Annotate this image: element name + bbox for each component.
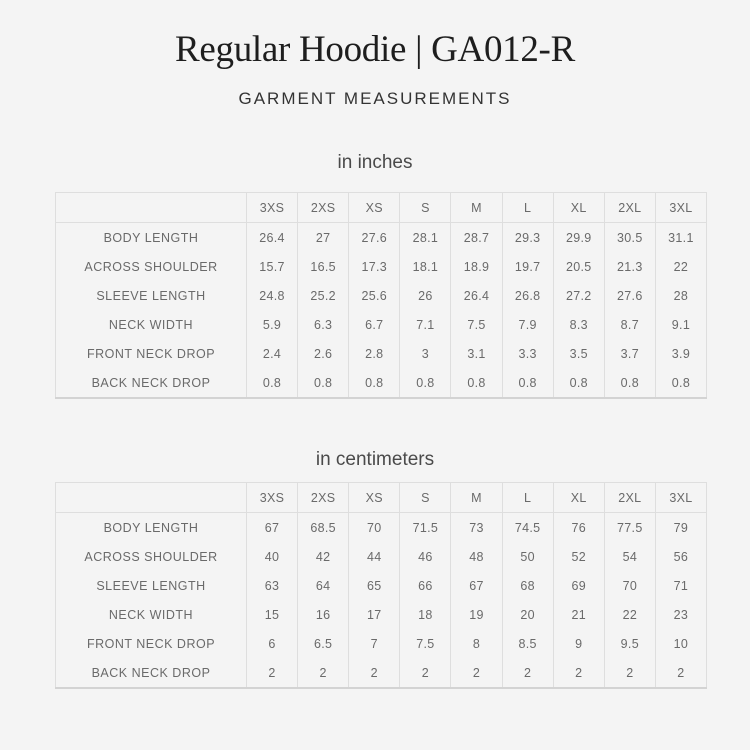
size-header-cell: S [400,483,451,513]
measurement-value: 28.7 [451,223,502,253]
measurement-value: 15 [247,600,298,629]
measurement-value: 2.6 [298,339,349,368]
measurement-value: 63 [247,571,298,600]
measurement-value: 2 [553,658,604,688]
measurement-value: 16 [298,600,349,629]
measurement-value: 66 [400,571,451,600]
size-header-cell: L [502,193,553,223]
size-header-cell: M [451,483,502,513]
measurement-value: 50 [502,542,553,571]
size-header-cell: 3XL [655,193,706,223]
measurement-value: 71 [655,571,706,600]
measurement-value: 0.8 [298,368,349,398]
measurement-value: 0.8 [400,368,451,398]
measurement-value: 0.8 [553,368,604,398]
size-header-cell: XL [553,193,604,223]
measurement-value: 3 [400,339,451,368]
header-corner-cell [56,483,247,513]
measurement-label: BODY LENGTH [56,223,247,253]
measurement-value: 73 [451,513,502,543]
measurement-value: 27.2 [553,281,604,310]
table-row [56,223,707,253]
measurement-value: 28 [655,281,706,310]
measurement-value: 25.6 [349,281,400,310]
table-row [56,571,707,600]
inches-measurement-table [55,192,707,399]
size-header-cell: M [451,193,502,223]
measurement-value: 22 [655,252,706,281]
measurement-value: 21 [553,600,604,629]
measurement-label: ACROSS SHOULDER [56,542,247,571]
measurement-value: 70 [349,513,400,543]
measurement-value: 3.3 [502,339,553,368]
measurement-value: 7 [349,629,400,658]
measurement-value: 44 [349,542,400,571]
measurement-value: 0.8 [349,368,400,398]
measurement-value: 26.4 [247,223,298,253]
measurement-value: 2 [349,658,400,688]
measurement-value: 2 [655,658,706,688]
table-row [56,368,707,398]
measurement-value: 0.8 [451,368,502,398]
measurement-value: 7.9 [502,310,553,339]
measurement-value: 0.8 [247,368,298,398]
measurement-value: 2 [298,658,349,688]
table-row [56,252,707,281]
table-row [56,513,707,543]
size-header-cell: 3XL [655,483,706,513]
measurement-label: BACK NECK DROP [56,368,247,398]
measurement-label: FRONT NECK DROP [56,629,247,658]
measurement-value: 18.9 [451,252,502,281]
measurement-value: 26 [400,281,451,310]
measurement-value: 8.7 [604,310,655,339]
measurement-value: 22 [604,600,655,629]
measurement-value: 18.1 [400,252,451,281]
measurement-value: 15.7 [247,252,298,281]
measurement-value: 5.9 [247,310,298,339]
measurement-label: ACROSS SHOULDER [56,252,247,281]
measurement-value: 68 [502,571,553,600]
size-header-cell: 2XL [604,483,655,513]
measurement-label: BODY LENGTH [56,513,247,543]
centimeters-section-label: in centimeters [315,449,435,470]
size-header-cell: S [400,193,451,223]
measurement-label: FRONT NECK DROP [56,339,247,368]
measurement-value: 20 [502,600,553,629]
measurement-value: 19 [451,600,502,629]
measurement-value: 29.9 [553,223,604,253]
measurement-value: 7.5 [400,629,451,658]
size-header-cell: XL [553,483,604,513]
table-row [56,310,707,339]
size-header-row [56,193,707,223]
measurement-label: SLEEVE LENGTH [56,281,247,310]
table-row [56,629,707,658]
measurement-value: 18 [400,600,451,629]
measurement-value: 3.5 [553,339,604,368]
measurement-value: 3.1 [451,339,502,368]
measurement-value: 9.5 [604,629,655,658]
measurement-label: BACK NECK DROP [56,658,247,688]
measurement-value: 9.1 [655,310,706,339]
page-title: Regular Hoodie | GA012-R [175,29,575,70]
measurement-value: 26.8 [502,281,553,310]
measurement-value: 65 [349,571,400,600]
table-row [56,339,707,368]
measurement-value: 48 [451,542,502,571]
measurement-value: 3.7 [604,339,655,368]
measurement-value: 56 [655,542,706,571]
measurement-value: 0.8 [655,368,706,398]
measurement-value: 7.5 [451,310,502,339]
measurement-value: 2 [400,658,451,688]
measurement-value: 74.5 [502,513,553,543]
measurement-value: 71.5 [400,513,451,543]
measurement-value: 3.9 [655,339,706,368]
header-corner-cell [56,193,247,223]
size-header-row [56,483,707,513]
measurement-value: 0.8 [502,368,553,398]
size-header-cell: L [502,483,553,513]
measurement-value: 19.7 [502,252,553,281]
measurement-label: NECK WIDTH [56,310,247,339]
size-header-cell: 2XL [604,193,655,223]
measurement-value: 7.1 [400,310,451,339]
measurement-value: 2 [451,658,502,688]
measurement-value: 6.7 [349,310,400,339]
measurement-value: 8.5 [502,629,553,658]
measurement-value: 6.5 [298,629,349,658]
measurement-value: 46 [400,542,451,571]
measurement-label: NECK WIDTH [56,600,247,629]
measurement-value: 21.3 [604,252,655,281]
centimeters-measurement-table [55,482,707,689]
measurement-value: 10 [655,629,706,658]
size-header-cell: XS [349,483,400,513]
measurement-value: 17 [349,600,400,629]
measurement-value: 31.1 [655,223,706,253]
measurement-value: 25.2 [298,281,349,310]
table-row [56,281,707,310]
measurement-value: 2 [604,658,655,688]
measurement-value: 8 [451,629,502,658]
measurement-value: 16.5 [298,252,349,281]
measurement-value: 68.5 [298,513,349,543]
measurement-value: 70 [604,571,655,600]
size-header-cell: XS [349,193,400,223]
measurement-value: 27.6 [604,281,655,310]
measurement-value: 17.3 [349,252,400,281]
inches-section-label: in inches [337,152,413,173]
measurement-value: 27 [298,223,349,253]
measurement-value: 52 [553,542,604,571]
measurement-value: 6 [247,629,298,658]
measurement-value: 0.8 [604,368,655,398]
measurement-value: 8.3 [553,310,604,339]
measurement-value: 2 [502,658,553,688]
size-header-cell: 2XS [298,483,349,513]
measurement-value: 2 [247,658,298,688]
measurement-value: 2.4 [247,339,298,368]
measurement-value: 67 [451,571,502,600]
table-row [56,658,707,688]
measurement-label: SLEEVE LENGTH [56,571,247,600]
measurement-value: 76 [553,513,604,543]
measurement-value: 69 [553,571,604,600]
measurement-value: 26.4 [451,281,502,310]
measurement-value: 29.3 [502,223,553,253]
measurement-value: 40 [247,542,298,571]
table-row [56,542,707,571]
size-header-cell: 3XS [247,483,298,513]
page-subtitle: GARMENT MEASUREMENTS [238,89,512,108]
measurement-value: 28.1 [400,223,451,253]
measurement-value: 42 [298,542,349,571]
measurement-value: 67 [247,513,298,543]
measurement-value: 79 [655,513,706,543]
size-header-cell: 3XS [247,193,298,223]
measurement-value: 24.8 [247,281,298,310]
table-row [56,600,707,629]
measurement-value: 64 [298,571,349,600]
measurement-value: 20.5 [553,252,604,281]
measurement-value: 54 [604,542,655,571]
measurement-value: 77.5 [604,513,655,543]
measurement-value: 9 [553,629,604,658]
measurement-value: 6.3 [298,310,349,339]
measurement-value: 2.8 [349,339,400,368]
measurement-value: 30.5 [604,223,655,253]
size-header-cell: 2XS [298,193,349,223]
measurement-value: 23 [655,600,706,629]
measurement-value: 27.6 [349,223,400,253]
